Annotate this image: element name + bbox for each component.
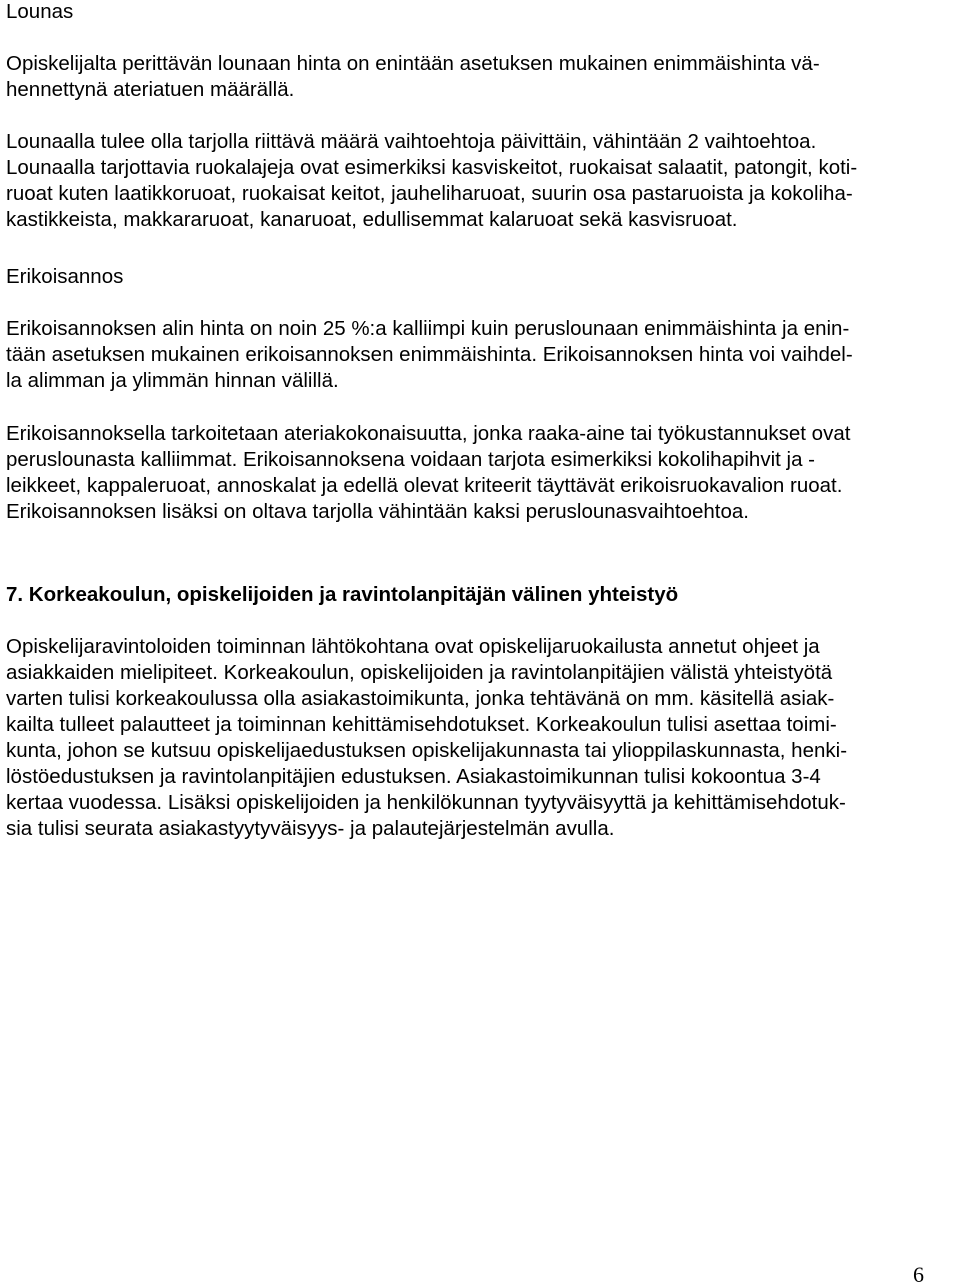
text-line: Lounaalla tarjottavia ruokalajeja ovat esimerkiksi kasviskeitot, ruokaisat salaatit, patongit, koti- [6,156,858,179]
text-line: Lounaalla tulee olla tarjolla riittävä määrä vaihtoehtoja päivittäin, vähintään 2 vaihtoehtoa. [6,130,817,153]
heading-erikoisannos: Erikoisannos [6,265,124,288]
text-line: ruoat kuten laatikkoruoat, ruokaisat keitot, jauheliharuoat, suurin osa pastaruoista ja kokoliha- [6,182,853,205]
heading-lounas: Lounas [6,0,74,23]
text-line: Erikoisannoksella tarkoitetaan ateriakokonaisuutta, jonka raaka-aine tai työkustannukset ovat [6,422,851,445]
text-line: löstöedustuksen ja ravintolanpitäjien edustuksen. Asiakastoimikunnan tulisi kokoontua 3-4 [6,765,821,788]
text-line: kailta tulleet palautteet ja toiminnan kehittämisehdotukset. Korkeakoulun tulisi asettaa toimi- [6,713,837,736]
text-line: Opiskelijaravintoloiden toiminnan lähtökohtana ovat opiskelijaruokailusta annetut ohjeet ja [6,635,820,658]
text-line: varten tulisi korkeakoulussa olla asiakastoimikunta, jonka tehtävänä on mm. käsitellä asiak- [6,687,835,710]
text-line: Erikoisannoksen alin hinta on noin 25 %:a kalliimpi kuin peruslounaan enimmäishinta ja enin- [6,317,850,340]
text-line: Opiskelijalta perittävän lounaan hinta on enintään asetuksen mukainen enimmäishinta vä- [6,52,820,75]
text-line: tään asetuksen mukainen erikoisannoksen enimmäishinta. Erikoisannoksen hinta voi vaihdel- [6,343,853,366]
text-line: sia tulisi seurata asiakastyytyväisyys- ja palautejärjestelmän avulla. [6,817,615,840]
text-line: la alimman ja ylimmän hinnan välillä. [6,369,339,392]
text-line: asiakkaiden mielipiteet. Korkeakoulun, opiskelijoiden ja ravintolanpitäjien välistä yhteistyötä [6,661,833,684]
text-line: kunta, johon se kutsuu opiskelijaedustuksen opiskelijakunnasta tai ylioppilaskunnasta, henki- [6,739,848,762]
page-number: 6 [913,1262,924,1287]
text-line: peruslounasta kalliimmat. Erikoisannoksena voidaan tarjota esimerkiksi kokolihapihvit ja - [6,448,815,471]
text-line: hennettynä ateriatuen määrällä. [6,78,295,101]
heading-section-7: 7. Korkeakoulun, opiskelijoiden ja ravintolanpitäjän välinen yhteistyö [6,583,679,606]
text-line: kertaa vuodessa. Lisäksi opiskelijoiden ja henkilökunnan tyytyväisyyttä ja kehittämisehdotuk- [6,791,846,814]
text-line: kastikkeista, makkararuoat, kanaruoat, edullisemmat kalaruoat sekä kasvisruoat. [6,208,738,231]
text-line: Erikoisannoksen lisäksi on oltava tarjolla vähintään kaksi peruslounasvaihtoehtoa. [6,500,749,523]
text-line: leikkeet, kappaleruoat, annoskalat ja edellä olevat kriteerit täyttävät erikoisruokavalion ruoat. [6,474,843,497]
